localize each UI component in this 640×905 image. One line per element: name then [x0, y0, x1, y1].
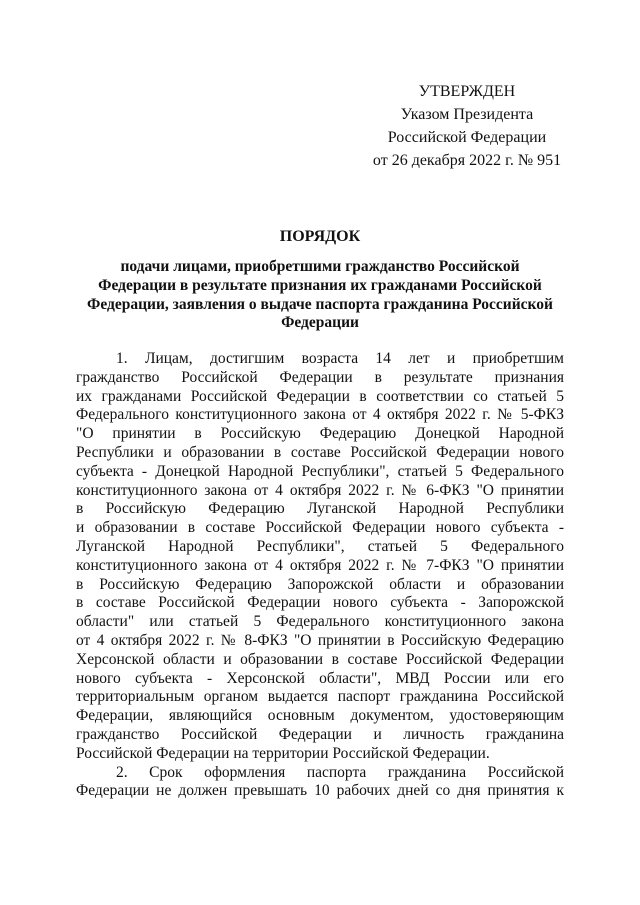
paragraph-1-line: их гражданами Российской Федерации в соответствии со статьей 5 — [76, 387, 564, 405]
subtitle-line: Федерации — [281, 314, 359, 332]
paragraph-1-line: в Российскую Федерацию Луганской Народной Республики — [76, 500, 564, 518]
paragraph-1-line: Российской Федерации на территории Российской Федерации. — [76, 744, 490, 762]
paragraph-1-line: Луганской Народной Республики", статьей 5 Федерального — [76, 537, 564, 555]
paragraph-1-line: в Российскую Федерацию Запорожской области и образовании — [76, 575, 564, 593]
subtitle-line: подачи лицами, приобретшими гражданство Российской — [120, 258, 520, 275]
subtitle-line: Федерации, заявления о выдаче паспорта гражданина Российской — [87, 295, 553, 313]
document-title: ПОРЯДОК — [279, 228, 361, 245]
approval-line: от 26 декабря 2022 г. № 951 — [372, 152, 562, 169]
paragraph-1-line: нового субъекта - Херсонской области", МВД России или его — [76, 669, 564, 687]
paragraph-1-line: и образовании в составе Российской Федерации нового субъекта - — [76, 519, 564, 537]
paragraph-1-line: в составе Российской Федерации нового субъекта - Запорожской — [76, 594, 564, 612]
document-subtitle — [0, 258, 640, 333]
paragraph-1-line: конституционного закона от 4 октября 2022 г. № 7-ФКЗ "О принятии — [76, 556, 564, 574]
paragraph-1-line: конституционного закона от 4 октября 2022 г. № 6-ФКЗ "О принятии — [76, 481, 564, 499]
paragraph-1-line: субъекта - Донецкой Народной Республики", статьей 5 Федерального — [76, 462, 564, 480]
paragraph-1-line: Республики и образовании в составе Российской Федерации нового — [76, 443, 564, 461]
paragraph-1-line: от 4 октября 2022 г. № 8-ФКЗ "О принятии в Российскую Федерацию — [76, 631, 564, 649]
paragraph-2-line: 2. Срок оформления паспорта гражданина Российской — [116, 763, 564, 781]
paragraph-1-line: Федерации, являющийся основным документом, удостоверяющим — [76, 707, 564, 725]
approval-line: Российской Федерации — [387, 129, 547, 146]
paragraph-1-line: территориальным органом выдается паспорт гражданина Российской — [76, 688, 564, 706]
paragraph-1-line: гражданство Российской Федерации в результате признания — [76, 368, 564, 386]
paragraph-1-line: Федерального конституционного закона от 4 октября 2022 г. № 5-ФКЗ — [76, 406, 564, 424]
approval-stamp — [362, 80, 572, 172]
paragraph-1-line: "О принятии в Российскую Федерацию Донецкой Народной — [76, 425, 564, 443]
paragraph-2-line: Федерации не должен превышать 10 рабочих дней со дня принятия к — [76, 782, 564, 800]
paragraph-1-line: Херсонской области и образовании в составе Российской Федерации — [76, 650, 564, 668]
paragraph-1-line: 1. Лицам, достигшим возраста 14 лет и приобретшим — [116, 350, 564, 367]
document-body — [76, 350, 564, 801]
paragraph-1-line: области" или статьей 5 Федерального конституционного закона — [76, 613, 564, 631]
approval-line: УТВЕРЖДЕН — [418, 83, 516, 100]
subtitle-line: Федерации в результате признания их гражданами Российской — [98, 276, 542, 294]
approval-line: Указом Президента — [400, 106, 534, 123]
paragraph-1-line: гражданство Российской Федерации и личность гражданина — [76, 725, 564, 743]
